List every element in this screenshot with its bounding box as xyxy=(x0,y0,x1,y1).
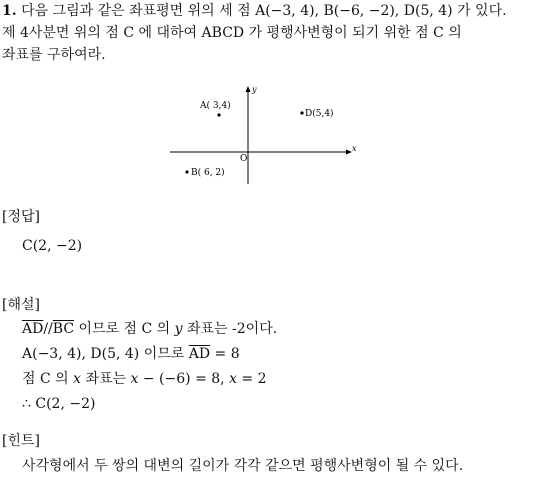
segment-ad: $\overline{AD}$ xyxy=(22,321,44,337)
explanation-1-mid: 이므로 점 C 의 xyxy=(74,321,175,337)
point-d-dot xyxy=(300,111,303,114)
explanation-2-end: = 8 xyxy=(210,346,240,362)
explanation-3-mid: 좌표는 xyxy=(81,371,131,387)
origin-label: O xyxy=(240,154,248,164)
var-x-3: x xyxy=(229,371,237,387)
problem-text-1: 다음 그림과 같은 좌표평면 위의 세 점 A(−3, 4), B(−6, −2), D(5, 4) 가 있다. xyxy=(21,3,507,19)
point-d-label: D(5,4) xyxy=(305,109,334,119)
segment-ad-2: $\overline{AD}$ xyxy=(188,346,211,362)
hint-text: 사각형에서 두 쌍의 대변의 길이가 각각 같으면 평행사변형이 될 수 있다. xyxy=(22,458,464,474)
answer-value: C(2, −2) xyxy=(22,238,83,254)
explanation-line-3 xyxy=(22,370,267,388)
explanation-3-eq2: = 2 xyxy=(236,371,267,387)
answer-header: [정답] xyxy=(2,209,40,225)
parallel-symbol: // xyxy=(43,321,53,337)
point-a-dot xyxy=(217,113,220,116)
coordinate-figure xyxy=(170,84,370,188)
point-a-label: A( 3,4) xyxy=(200,101,231,111)
explanation-line-4: ∴ C(2, −2) xyxy=(22,396,96,412)
var-x-1: x xyxy=(73,371,82,387)
var-x-2: x xyxy=(130,371,139,387)
explanation-line-2 xyxy=(22,345,240,363)
point-b-label: B( 6, 2) xyxy=(191,168,225,178)
explanation-line-1 xyxy=(22,320,277,338)
explanation-1-end: 좌표는 -2이다. xyxy=(182,321,278,337)
problem-line-2: 제 4사분면 위의 점 C 에 대하여 ABCD 가 평행사변형이 되기 위한 점 C 의 xyxy=(2,25,462,41)
segment-bc: $\overline{BC}$ xyxy=(52,321,75,337)
problem-number: 1. xyxy=(2,3,17,19)
problem-line-3: 좌표를 구하여라. xyxy=(2,47,106,63)
explanation-3-start: 점 C 의 xyxy=(22,371,74,387)
x-axis-label: x xyxy=(352,144,357,153)
y-axis-arrow xyxy=(246,86,251,92)
point-b-dot xyxy=(185,170,188,173)
y-axis-label: y xyxy=(252,85,257,94)
var-y: y xyxy=(174,321,183,337)
explanation-3-eq1: − (−6) = 8, xyxy=(138,371,230,387)
hint-header: [힌트] xyxy=(2,433,40,449)
problem-line-1 xyxy=(2,2,507,20)
explanation-2-start: A(−3, 4), D(5, 4) 이므로 xyxy=(22,346,189,362)
explanation-header: [해설] xyxy=(2,297,40,313)
